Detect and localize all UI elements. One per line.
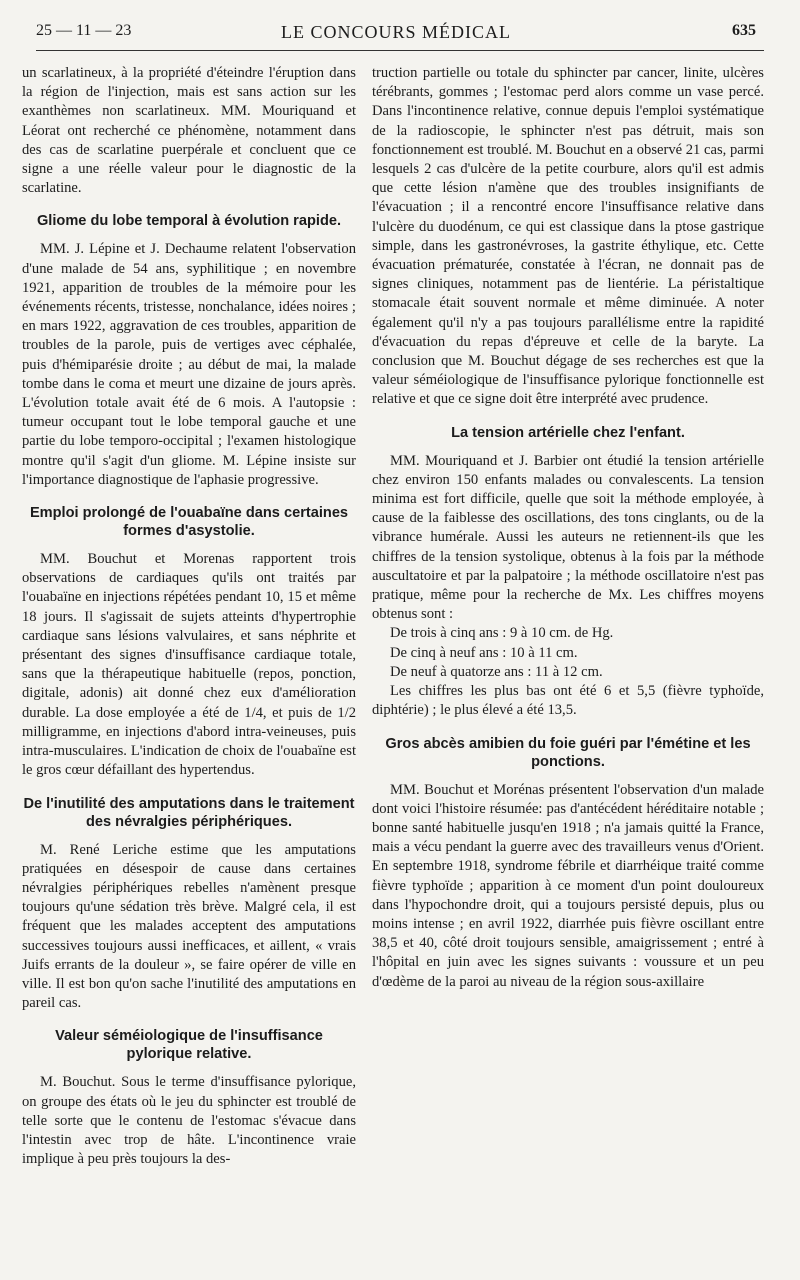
paragraph: truction partielle ou totale du sphincter par cancer, linite, ulcères térébrants, gommes ; l'estomac perd alors comme un vase percé. Dans l'incontinence relative, connue depuis l'emploi systématique de la radioscopie, le sphincter n'est pas détruit, mais son fonctionnement est troublé. M. Bouchut en a observé 21 cas, parmi lesquels 2 cas d'ulcère de la petite courbure, alors qu'il est admis que cette lésion n'amène que des troubles insignifiants de l'évacuation ; il a rencontré encore l'insuffisance relative dans l'ulcère du duodénum, ce qui est classique dans la ptose gastrique simple, dans les gastronévroses, la gastrite éthylique, etc. Cette évacuation prématurée, constatée à l'écran, ne donnait pas de signes cliniques, notamment pas de lientérie. La péristaltique stomacale était souvent normale et même diminuée. A noter également qu'il n'y a pas toujours parallélisme entre la rapidité d'évacuation du repas d'épreuve et celle de la baryte. La conclusion que M. Bouchut dégage de ses recherches est que la valeur séméiologique de l'insuffisance pylorique fonctionnelle est relative et que ce signe doit être interprété avec prudence. <box>372 65 764 408</box>
running-header <box>36 22 756 50</box>
paragraph: MM. Bouchut et Morénas présentent l'observation d'un malade dont voici l'histoire résumée: pas d'antécédent héréditaire notable ; bonne santé habituelle jusqu'en 1918 ; n'a jamais quitté la France, mais a vécu pendant la guerre avec des travailleurs venus d'Orient. En septembre 1918, syndrome fébrile et diarrhéique traité comme fièvre typhoïde ; apparition à ce moment d'un point douloureux dans l'hypochondre droit, qui a toujours persisté depuis, plus ou moins intense ; en avril 1922, diarrhée puis fièvre oscillant entre 38,5 et 40, côté droit toujours sensible, amaigrissement ; entré à l'hôpital en juin avec les signes suivants : voussure et un peu d'œdème de la paroi au niveau de la région sous-axillaire <box>372 781 764 990</box>
page-number: 635 <box>732 22 756 39</box>
left-column <box>22 64 356 1169</box>
journal-title: LE CONCOURS MÉDICAL <box>280 22 511 42</box>
paragraph: M. René Leriche estime que les amputations pratiquées en désespoir de cause dans certaines névralgies périphériques rebelles n'amènent presque toujours qu'une sédation très brève. Malgré cela, il est fréquent que les malades acceptent des amputations successives toujours aussi inefficaces, et aillent, « vrais Juifs errants de la douleur », se faire opérer de ville en ville. Il est bon qu'on sache l'inutilité des amputations en pareil cas. <box>22 841 356 1012</box>
section-heading: Gliome du lobe temporal à évolution rapide. <box>36 213 342 230</box>
list-item: De neuf à quatorze ans : 11 à 12 cm. <box>390 663 603 680</box>
right-column <box>372 64 764 992</box>
list-item: De cinq à neuf ans : 10 à 11 cm. <box>390 644 578 661</box>
paragraph: un scarlatineux, à la propriété d'éteindre l'éruption dans la région de l'injection, mais est sans action sur les exanthèmes non scarlatineux. MM. Mouriquand et Léorat ont recherché ce phénomène, notamment dans des cas de scarlatine puerpérale et concluent que ce signe a une réelle valeur pour le diagnostic de la scarlatine. <box>22 65 356 197</box>
section-heading: Emploi prolongé de l'ouabaïne dans certaines formes d'asystolie. <box>29 505 349 540</box>
section-heading: La tension artérielle chez l'enfant. <box>451 424 685 441</box>
paragraph: MM. Bouchut et Morenas rapportent trois observations de cardiaques qu'ils ont traités par l'ouabaïne en injections répétées pendant 10, 15 et même 18 jours. Il s'agissait de sujets atteints d'hypertrophie cardiaque sans lésions valvulaires, et sans néphrite et présentant des signes d'insuffisance cardiaque totale, sans que la thérapeutique habituelle (repos, ponction, digitale, adonis) ait donné chez eux d'amélioration durable. La dose employée a été de 1/4, et puis de 1/2 milligramme, en injections d'abord intra-veineuses, puis intra-musculaires. L'indication de choix de l'ouabaïne est le gros cœur défaillant des hypertendus. <box>22 551 356 779</box>
paragraph: MM. J. Lépine et J. Dechaume relatent l'observation d'une malade de 54 ans, syphilitique ; en novembre 1921, apparition de troubles de la mémoire pour les événements récents, tristesse, nonchalance, idées noires ; en mars 1922, aggravation de ces troubles, apparition de troubles de la parole, puis de vertiges avec céphalée, puis d'hémiparésie droite ; au début de mai, la malade tombe dans le coma et meurt une dizaine de jours après. L'évolution totale avait été de 6 mois. A l'autopsie : tumeur occupant tout le lobe temporal gauche et une partie du lobe temporo-occipital ; l'examen histologique montre qu'il s'agit d'un gliome. M. Lépine insiste sur l'importance diagnostique de l'aphasie progressive. <box>22 241 356 488</box>
paragraph: MM. Mouriquand et J. Barbier ont étudié la tension artérielle chez environ 150 enfants malades ou convalescents. La tension minima est fort difficile, quelle que soit la méthode employée, à cause de la faiblesse des oscillations, des tons cinglants, ou de la vibrance humérale. Aussi les auteurs ne retiennent-ils que les chiffres de la tension systolique, obtenus à la fois par la méthode auscultatoire et par la palpatoire ; la méthode oscillatoire n'est pas pratique, même pour la recherche de Mx. Les chiffres moyens obtenus sont : <box>372 452 764 623</box>
section-heading: Valeur séméiologique de l'insuffisance pylorique relative. <box>55 1028 323 1063</box>
paragraph: Les chiffres les plus bas ont été 6 et 5,5 (fièvre typhoïde, diphtérie) ; le plus élevé a été 13,5. <box>372 683 764 719</box>
header-date: 25 — 11 — 23 <box>36 22 132 39</box>
header-rule <box>36 50 764 51</box>
section-heading: De l'inutilité des amputations dans le traitement des névralgies périphériques. <box>23 795 355 830</box>
paragraph: M. Bouchut. Sous le terme d'insuffisance pylorique, on groupe des états où le jeu du sphincter est troublé de telle sorte que le contenu de l'estomac s'évacue dans l'intestin avec trop de hâte. L'incontinence vraie implique à peu près toujours la des- <box>22 1074 356 1168</box>
list-item: De trois à cinq ans : 9 à 10 cm. de Hg. <box>390 625 614 642</box>
section-heading: Gros abcès amibien du foie guéri par l'émétine et les ponctions. <box>385 735 751 770</box>
